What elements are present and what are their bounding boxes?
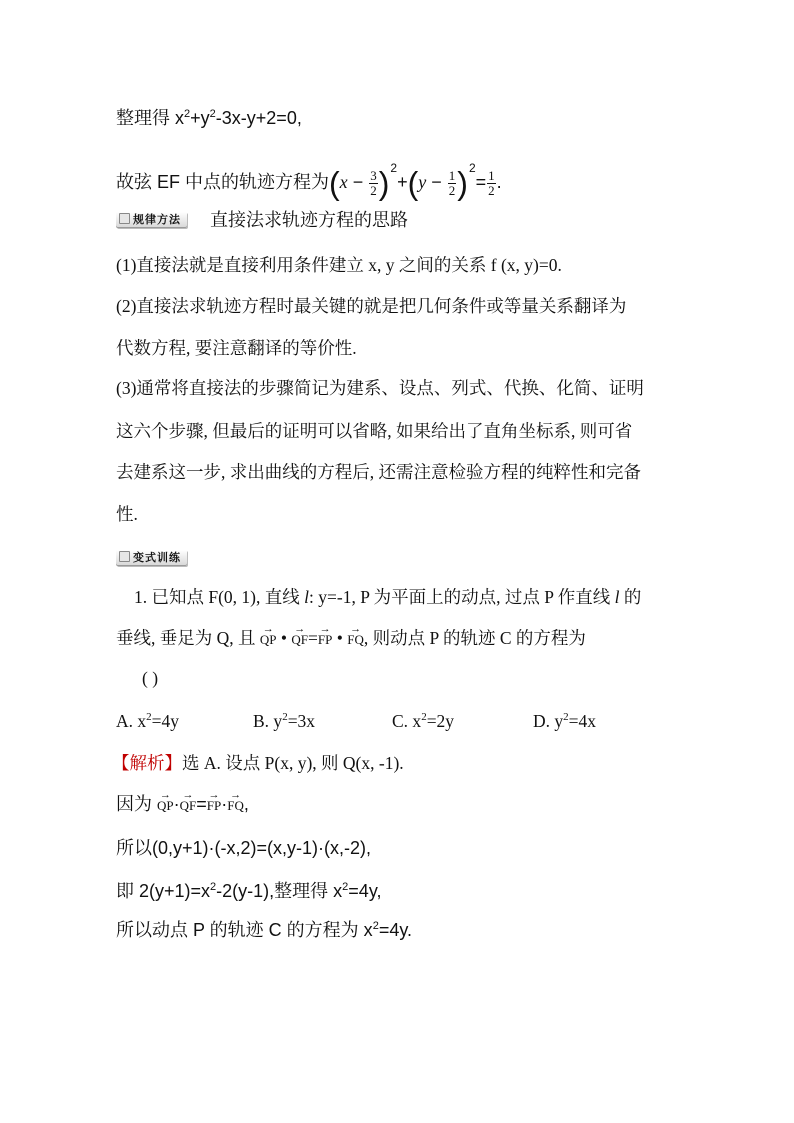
option-c: C. $x^2=2y$ (392, 711, 455, 731)
paragraph-2a: (2)直接法求轨迹方程时最关键的就是把几何条件或等量关系翻译为 (116, 296, 627, 316)
paren-open: ( (329, 165, 340, 202)
equation-line-1: 整理得 $x^2+y^2-3x-y+2=0$, (116, 108, 302, 128)
so-line: 所以(0,y+1)·(-x,2)=(x,y-1)·(x,-2), (116, 838, 372, 858)
question-1-line-a: 1. 已知点 F(0, 1), 直线 l: y=-1, P 为平面上的动点, 过点 P 作直线 l 的 (134, 587, 642, 607)
fraction-1-2: $\frac{1}{2}$ (448, 167, 456, 198)
option-b: B. $y^2=3x$ (253, 711, 316, 731)
vector-fp: → FP (318, 628, 332, 652)
question-1-line-b: 垂线, 垂足为 Q, 且 → QP • → QF=→ FP • → FQ, 则动点 P 的轨迹 C 的方程为 (116, 626, 586, 652)
locus-equation-line: 故弦 EF 中点的轨迹方程为(x − $\frac{3}{2}$ )$^2$+(y − $\frac{1}{2}$ )$^2$= $\frac{1}{2}$ . (116, 161, 502, 202)
vector-qf: → QF (291, 628, 308, 652)
fraction-3-2: $\frac{3}{2}$ (370, 167, 377, 198)
paragraph-1: (1)直接法就是直接利用条件建立 x, y 之间的关系 f (x, y)=0. (116, 255, 562, 275)
analysis-tag: 【解析】 (112, 753, 182, 773)
paragraph-2b: 代数方程, 要注意翻译的等价性. (116, 338, 357, 358)
analysis-line: 【解析】选 A. 设点 P(x, y), 则 Q(x, -1). (112, 753, 404, 773)
paragraph-3c: 去建系这一步, 求出曲线的方程后, 还需注意检验方程的纯粹性和完备 (116, 462, 641, 482)
because-line: 因为 → QP·→ QF=→ FP·→ FQ, (116, 792, 249, 818)
answer-blank: ( ) (142, 668, 159, 688)
option-d: D. $y^2=4x$ (533, 711, 597, 731)
method-title: 直接法求轨迹方程的思路 (210, 210, 408, 230)
book-icon (119, 213, 130, 224)
final-line: 所以动点 P 的轨迹 C 的方程为 $x^2=4y$. (116, 920, 412, 940)
method-badge: 规律方法 (116, 212, 187, 228)
practice-badge: 变式训练 (116, 550, 187, 566)
paragraph-3b: 这六个步骤, 但最后的证明可以省略, 如果给出了直角坐标系, 则可省 (116, 421, 633, 441)
vector-fq: → FQ (347, 628, 364, 652)
paragraph-3d: 性. (116, 504, 138, 524)
fraction-1-2-result: $\frac{1}{2}$ (488, 167, 495, 198)
ji-line: 即 $2(y+1)=x^2-2(y-1)$,整理得 $x^2=4y$, (116, 881, 382, 901)
book-icon (119, 551, 130, 562)
paragraph-3a: (3)通常将直接法的步骤简记为建系、设点、列式、代换、化简、证明 (116, 378, 644, 398)
option-a: A. $x^2=4y$ (116, 711, 180, 731)
vector-qp: → QP (260, 628, 277, 652)
